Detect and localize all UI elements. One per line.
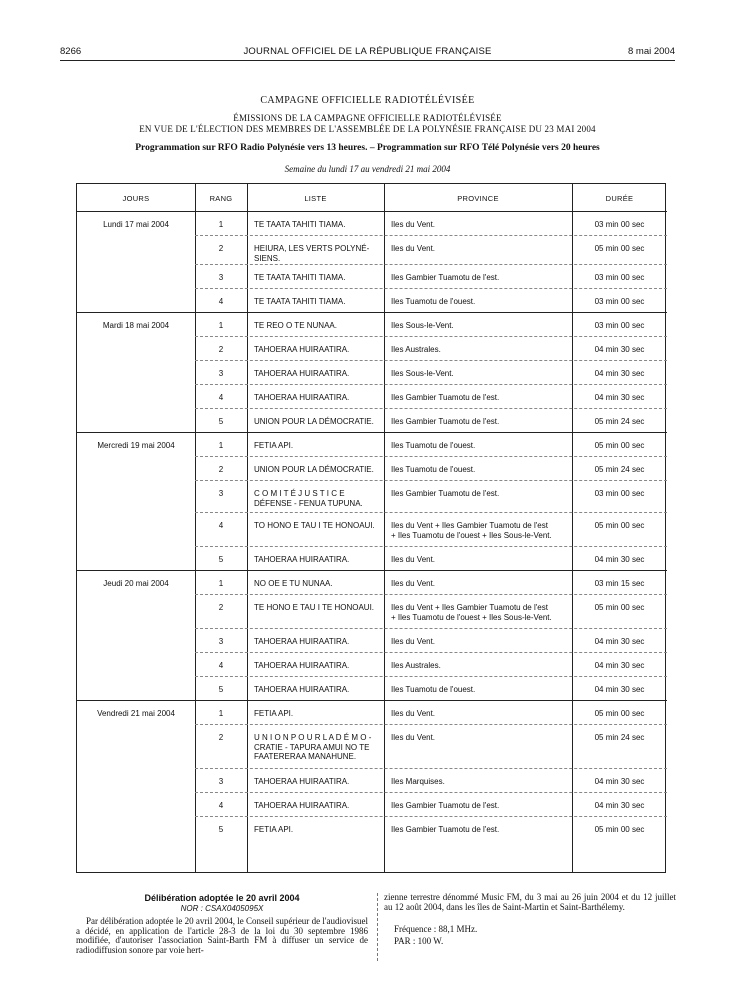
province-cell: Iles du Vent.: [391, 220, 436, 229]
duree-cell: 04 min 30 sec: [594, 777, 645, 786]
day-separator: [77, 570, 667, 571]
province-cell: Iles Tuamotu de l'ouest.: [391, 441, 476, 450]
day-label: Mercredi 19 mai 2004: [97, 441, 175, 450]
rang-cell: 5: [218, 825, 224, 834]
duree-cell: 04 min 30 sec: [594, 801, 645, 810]
duree-cell: 05 min 00 sec: [594, 521, 645, 530]
liste-cell: TE TAATA TAHITI TIAMA.: [254, 297, 346, 306]
liste-cell: FETIA API.: [254, 709, 294, 718]
rang-cell: 1: [218, 579, 224, 588]
row-separator: [195, 676, 667, 677]
province-cell: Iles Australes.: [391, 345, 441, 354]
day-separator: [77, 700, 667, 701]
row-separator: [195, 336, 667, 337]
row-separator: [195, 360, 667, 361]
column-header-province: PROVINCE: [457, 194, 499, 203]
duree-cell: 04 min 30 sec: [594, 555, 645, 564]
day-label: Vendredi 21 mai 2004: [97, 709, 175, 718]
emissions-line-2: EN VUE DE L'ÉLECTION DES MEMBRES DE L'ASSEMBLÉE DE LA POLYNÉSIE FRANÇAISE DU 23 MAI 2004: [139, 124, 596, 134]
column-header-duree: DURÉE: [605, 194, 634, 203]
province-cell: Iles Marquises.: [391, 777, 445, 786]
column-header-rang: RANG: [209, 194, 233, 203]
page-header: [60, 46, 675, 60]
deliberation-body-right: zienne terrestre dénommé Music FM, du 3 mai au 26 juin 2004 et du 12 juillet au 12 août 2004, dans les îles de Saint-Martin et Saint-Barthélemy.: [384, 892, 676, 912]
row-separator: [195, 264, 667, 265]
row-separator: [195, 288, 667, 289]
row-separator: [195, 594, 667, 595]
row-separator: [195, 816, 667, 817]
province-cell: Iles du Vent.: [391, 579, 436, 588]
deliberation-title: Délibération adoptée le 20 avril 2004: [144, 893, 300, 903]
row-separator: [195, 628, 667, 629]
province-cell: Iles du Vent.: [391, 637, 436, 646]
day-separator: [77, 312, 667, 313]
rang-cell: 5: [218, 417, 224, 426]
rang-cell: 3: [218, 777, 224, 786]
province-cell: Iles Tuamotu de l'ouest.: [391, 685, 476, 694]
liste-cell: TAHOERAA HUIRAATIRA.: [254, 637, 350, 646]
duree-cell: 03 min 00 sec: [594, 220, 645, 229]
row-separator: [195, 456, 667, 457]
province-cell: Iles Tuamotu de l'ouest.: [391, 465, 476, 474]
duree-cell: 05 min 24 sec: [594, 417, 645, 426]
province-cell: Iles du Vent.: [391, 709, 436, 718]
schedule-table: [76, 183, 666, 873]
row-separator: [195, 512, 667, 513]
liste-cell: TAHOERAA HUIRAATIRA.: [254, 777, 350, 786]
duree-cell: 03 min 00 sec: [594, 489, 645, 498]
duree-cell: 05 min 00 sec: [594, 441, 645, 450]
province-cell: Iles Gambier Tuamotu de l'est.: [391, 489, 500, 498]
rang-cell: 1: [218, 220, 224, 229]
rang-cell: 2: [218, 603, 224, 612]
duree-cell: 04 min 30 sec: [594, 685, 645, 694]
liste-cell: C O M I T É J U S T I C E DÉFENSE - FENUA TUPUNA.: [254, 489, 363, 508]
province-cell: Iles du Vent + Iles Gambier Tuamotu de l'est + Iles Tuamotu de l'ouest + Iles Sous-le-Vent.: [391, 521, 552, 540]
rang-cell: 4: [218, 297, 224, 306]
liste-cell: TE HONO E TAU I TE HONOAUI.: [254, 603, 375, 612]
rang-cell: 3: [218, 637, 224, 646]
emissions-title: [60, 113, 675, 135]
power-line: PAR : 100 W.: [394, 936, 444, 946]
liste-cell: FETIA API.: [254, 441, 294, 450]
rang-cell: 4: [218, 801, 224, 810]
duree-cell: 03 min 00 sec: [594, 273, 645, 282]
liste-cell: TAHOERAA HUIRAATIRA.: [254, 345, 350, 354]
duree-cell: 03 min 00 sec: [594, 297, 645, 306]
duree-cell: 05 min 00 sec: [594, 709, 645, 718]
province-cell: Iles du Vent.: [391, 733, 436, 742]
column-header-liste: LISTE: [304, 194, 327, 203]
liste-cell: TAHOERAA HUIRAATIRA.: [254, 685, 350, 694]
emissions-line-1: ÉMISSIONS DE LA CAMPAGNE OFFICIELLE RADIOTÉLÉVISÉE: [233, 113, 502, 123]
liste-cell: UNION POUR LA DÉMOCRATIE.: [254, 465, 374, 474]
rang-cell: 5: [218, 555, 224, 564]
row-separator: [195, 235, 667, 236]
page-number: 8266: [60, 46, 82, 57]
campaign-title: CAMPAGNE OFFICIELLE RADIOTÉLÉVISÉE: [260, 95, 475, 106]
province-cell: Iles du Vent.: [391, 244, 436, 253]
column-header-jours: JOURS: [122, 194, 150, 203]
journal-title: JOURNAL OFFICIEL DE LA RÉPUBLIQUE FRANÇAISE: [243, 46, 492, 57]
duree-cell: 04 min 30 sec: [594, 637, 645, 646]
rang-cell: 2: [218, 244, 224, 253]
row-separator: [195, 792, 667, 793]
programmation-title: Programmation sur RFO Radio Polynésie vers 13 heures. – Programmation sur RFO Télé Polynésie vers 20 heures: [135, 143, 600, 153]
deliberation-right-column: [384, 893, 676, 946]
province-cell: Iles Gambier Tuamotu de l'est.: [391, 417, 500, 426]
row-separator: [195, 480, 667, 481]
rang-cell: 3: [218, 489, 224, 498]
province-cell: Iles Sous-le-Vent.: [391, 321, 454, 330]
rang-cell: 4: [218, 521, 224, 530]
province-cell: Iles Australes.: [391, 661, 441, 670]
nor-reference: NOR : CSAX0405095X: [180, 904, 264, 913]
liste-cell: TAHOERAA HUIRAATIRA.: [254, 661, 350, 670]
rang-cell: 2: [218, 465, 224, 474]
province-cell: Iles Sous-le-Vent.: [391, 369, 454, 378]
province-cell: Iles du Vent + Iles Gambier Tuamotu de l'est + Iles Tuamotu de l'ouest + Iles Sous-le-Vent.: [391, 603, 552, 622]
duree-cell: 04 min 30 sec: [594, 393, 645, 402]
province-cell: Iles Gambier Tuamotu de l'est.: [391, 825, 500, 834]
duree-cell: 05 min 24 sec: [594, 733, 645, 742]
row-separator: [195, 546, 667, 547]
deliberation-left-column: [76, 893, 368, 955]
row-separator: [195, 768, 667, 769]
duree-cell: 03 min 00 sec: [594, 321, 645, 330]
week-subtitle: Semaine du lundi 17 au vendredi 21 mai 2004: [284, 164, 451, 174]
header-rule: [60, 60, 675, 61]
day-label: Mardi 18 mai 2004: [102, 321, 170, 330]
rang-cell: 5: [218, 685, 224, 694]
column-divider: [377, 893, 378, 961]
duree-cell: 05 min 00 sec: [594, 244, 645, 253]
province-cell: Iles Gambier Tuamotu de l'est.: [391, 801, 500, 810]
rang-cell: 1: [218, 321, 224, 330]
liste-cell: TAHOERAA HUIRAATIRA.: [254, 393, 350, 402]
duree-cell: 04 min 30 sec: [594, 345, 645, 354]
day-label: Lundi 17 mai 2004: [103, 220, 169, 229]
liste-cell: TE TAATA TAHITI TIAMA.: [254, 273, 346, 282]
liste-cell: TE REO O TE NUNAA.: [254, 321, 337, 330]
liste-cell: TE TAATA TAHITI TIAMA.: [254, 220, 346, 229]
liste-cell: TAHOERAA HUIRAATIRA.: [254, 555, 350, 564]
frequency-line: Fréquence : 88,1 MHz.: [394, 924, 478, 934]
duree-cell: 03 min 15 sec: [594, 579, 645, 588]
row-separator: [195, 408, 667, 409]
liste-cell: NO OE E TU NUNAA.: [254, 579, 333, 588]
rang-cell: 2: [218, 733, 224, 742]
province-cell: Iles Gambier Tuamotu de l'est.: [391, 393, 500, 402]
duree-cell: 05 min 00 sec: [594, 825, 645, 834]
day-label: Jeudi 20 mai 2004: [103, 579, 169, 588]
liste-cell: FETIA API.: [254, 825, 294, 834]
deliberation-body-left: Par délibération adoptée le 20 avril 2004, le Conseil supérieur de l'audiovisuel a décidé, en application de l'article 28-3 de la loi du 30 septembre 1986 modifiée, d'autoriser l'association Saint-Barth FM à diffuser un service de radiodiffusion sonore par voie hert-: [76, 916, 368, 955]
province-cell: Iles Tuamotu de l'ouest.: [391, 297, 476, 306]
rang-cell: 1: [218, 709, 224, 718]
rang-cell: 3: [218, 369, 224, 378]
rang-cell: 4: [218, 393, 224, 402]
row-separator: [195, 384, 667, 385]
rang-cell: 2: [218, 345, 224, 354]
publication-date: 8 mai 2004: [627, 46, 675, 57]
header-rule: [77, 211, 667, 212]
province-cell: Iles Gambier Tuamotu de l'est.: [391, 273, 500, 282]
liste-cell: TO HONO E TAU I TE HONOAUI.: [254, 521, 375, 530]
rang-cell: 3: [218, 273, 224, 282]
duree-cell: 05 min 00 sec: [594, 603, 645, 612]
liste-cell: TAHOERAA HUIRAATIRA.: [254, 801, 350, 810]
province-cell: Iles du Vent.: [391, 555, 436, 564]
liste-cell: HEIURA, LES VERTS POLYNÉ- SIENS.: [254, 244, 370, 263]
day-separator: [77, 432, 667, 433]
liste-cell: TAHOERAA HUIRAATIRA.: [254, 369, 350, 378]
liste-cell: UNION POUR LA DÉMOCRATIE.: [254, 417, 374, 426]
liste-cell: U N I O N P O U R L A D É M O - CRATIE - TAPURA AMUI NO TE FAATERERAA MANAHUNE.: [254, 733, 372, 761]
duree-cell: 04 min 30 sec: [594, 369, 645, 378]
row-separator: [195, 724, 667, 725]
row-separator: [195, 652, 667, 653]
duree-cell: 05 min 24 sec: [594, 465, 645, 474]
rang-cell: 1: [218, 441, 224, 450]
duree-cell: 04 min 30 sec: [594, 661, 645, 670]
rang-cell: 4: [218, 661, 224, 670]
